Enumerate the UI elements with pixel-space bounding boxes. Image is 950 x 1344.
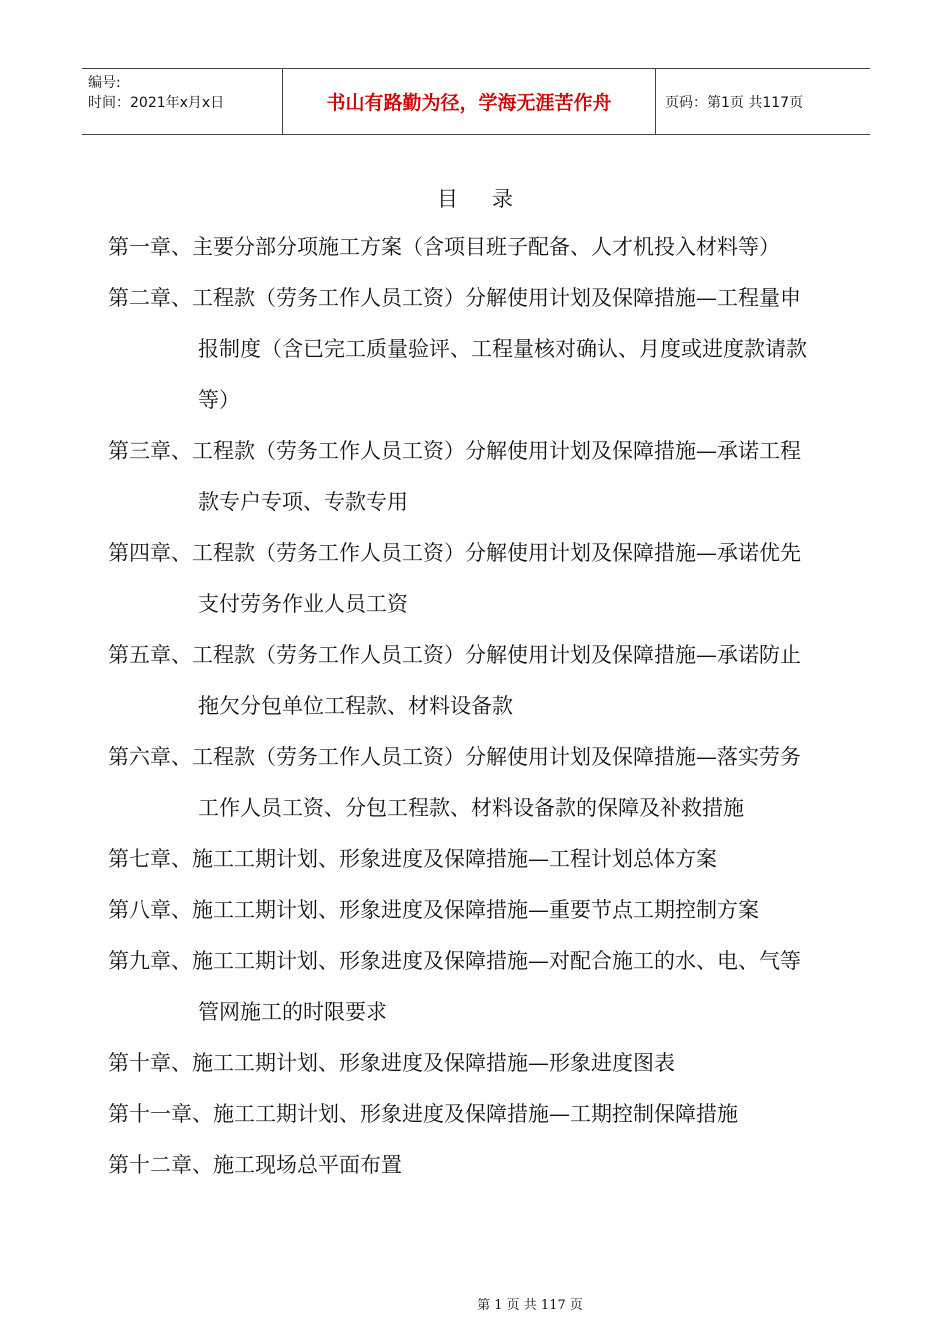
toc-entry[interactable] — [108, 936, 853, 1038]
page-header — [82, 68, 870, 135]
header-motto: 书山有路勤为径，学海无涯苦作舟 — [283, 69, 656, 134]
time-label: 时间：2021年x月x日 — [88, 95, 225, 111]
toc-entry-line: 第六章、工程款（劳务工作人员工资）分解使用计划及保障措施—落实劳务 — [108, 745, 801, 769]
toc-entry-line: 工作人员工资、分包工程款、材料设备款的保障及补救措施 — [198, 796, 744, 820]
toc-entry-line: 第一章、主要分部分项施工方案（含项目班子配备、人才机投入材料等） — [108, 235, 780, 259]
toc-entry[interactable] — [108, 222, 853, 273]
toc-title: 目录 — [437, 187, 547, 211]
toc-entry-line: 第二章、工程款（劳务工作人员工资）分解使用计划及保障措施—工程量申 — [108, 286, 801, 310]
toc-entry[interactable] — [108, 273, 853, 426]
toc-entry[interactable] — [108, 1038, 853, 1089]
toc-entry-line: 报制度（含已完工质量验评、工程量核对确认、月度或进度款请款 — [198, 337, 807, 361]
toc-entry[interactable] — [108, 426, 853, 528]
toc-entry-line: 拖欠分包单位工程款、材料设备款 — [198, 694, 513, 718]
toc-entry-line: 支付劳务作业人员工资 — [198, 592, 408, 616]
toc-entry[interactable] — [108, 528, 853, 630]
toc-entry[interactable] — [108, 885, 853, 936]
toc-entry[interactable] — [108, 732, 853, 834]
table-of-contents — [108, 222, 853, 1191]
toc-entry-line: 第四章、工程款（劳务工作人员工资）分解使用计划及保障措施—承诺优先 — [108, 541, 801, 565]
toc-entry-line: 第七章、施工工期计划、形象进度及保障措施—工程计划总体方案 — [108, 847, 717, 871]
header-meta — [82, 69, 283, 134]
toc-entry-line: 第三章、工程款（劳务工作人员工资）分解使用计划及保障措施—承诺工程 — [108, 439, 801, 463]
toc-entry[interactable] — [108, 1089, 853, 1140]
toc-entry-line: 等） — [198, 388, 240, 412]
toc-entry-line: 第十二章、施工现场总平面布置 — [108, 1153, 402, 1177]
toc-entry-line: 款专户专项、专款专用 — [198, 490, 408, 514]
toc-entry-line: 第十章、施工工期计划、形象进度及保障措施—形象进度图表 — [108, 1051, 675, 1075]
serial-label: 编号: — [88, 75, 121, 91]
toc-entry[interactable] — [108, 630, 853, 732]
toc-entry[interactable] — [108, 834, 853, 885]
toc-entry-line: 第九章、施工工期计划、形象进度及保障措施—对配合施工的水、电、气等 — [108, 949, 801, 973]
toc-entry-line: 第八章、施工工期计划、形象进度及保障措施—重要节点工期控制方案 — [108, 898, 759, 922]
toc-entry-line: 第十一章、施工工期计划、形象进度及保障措施—工期控制保障措施 — [108, 1102, 738, 1126]
toc-entry-line: 管网施工的时限要求 — [198, 1000, 387, 1024]
header-page-info: 页码：第1页 共117页 — [665, 94, 804, 111]
toc-entry-line: 第五章、工程款（劳务工作人员工资）分解使用计划及保障措施—承诺防止 — [108, 643, 801, 667]
toc-entry[interactable] — [108, 1140, 853, 1191]
page-footer: 第 1 页 共 117 页 — [477, 1298, 583, 1313]
